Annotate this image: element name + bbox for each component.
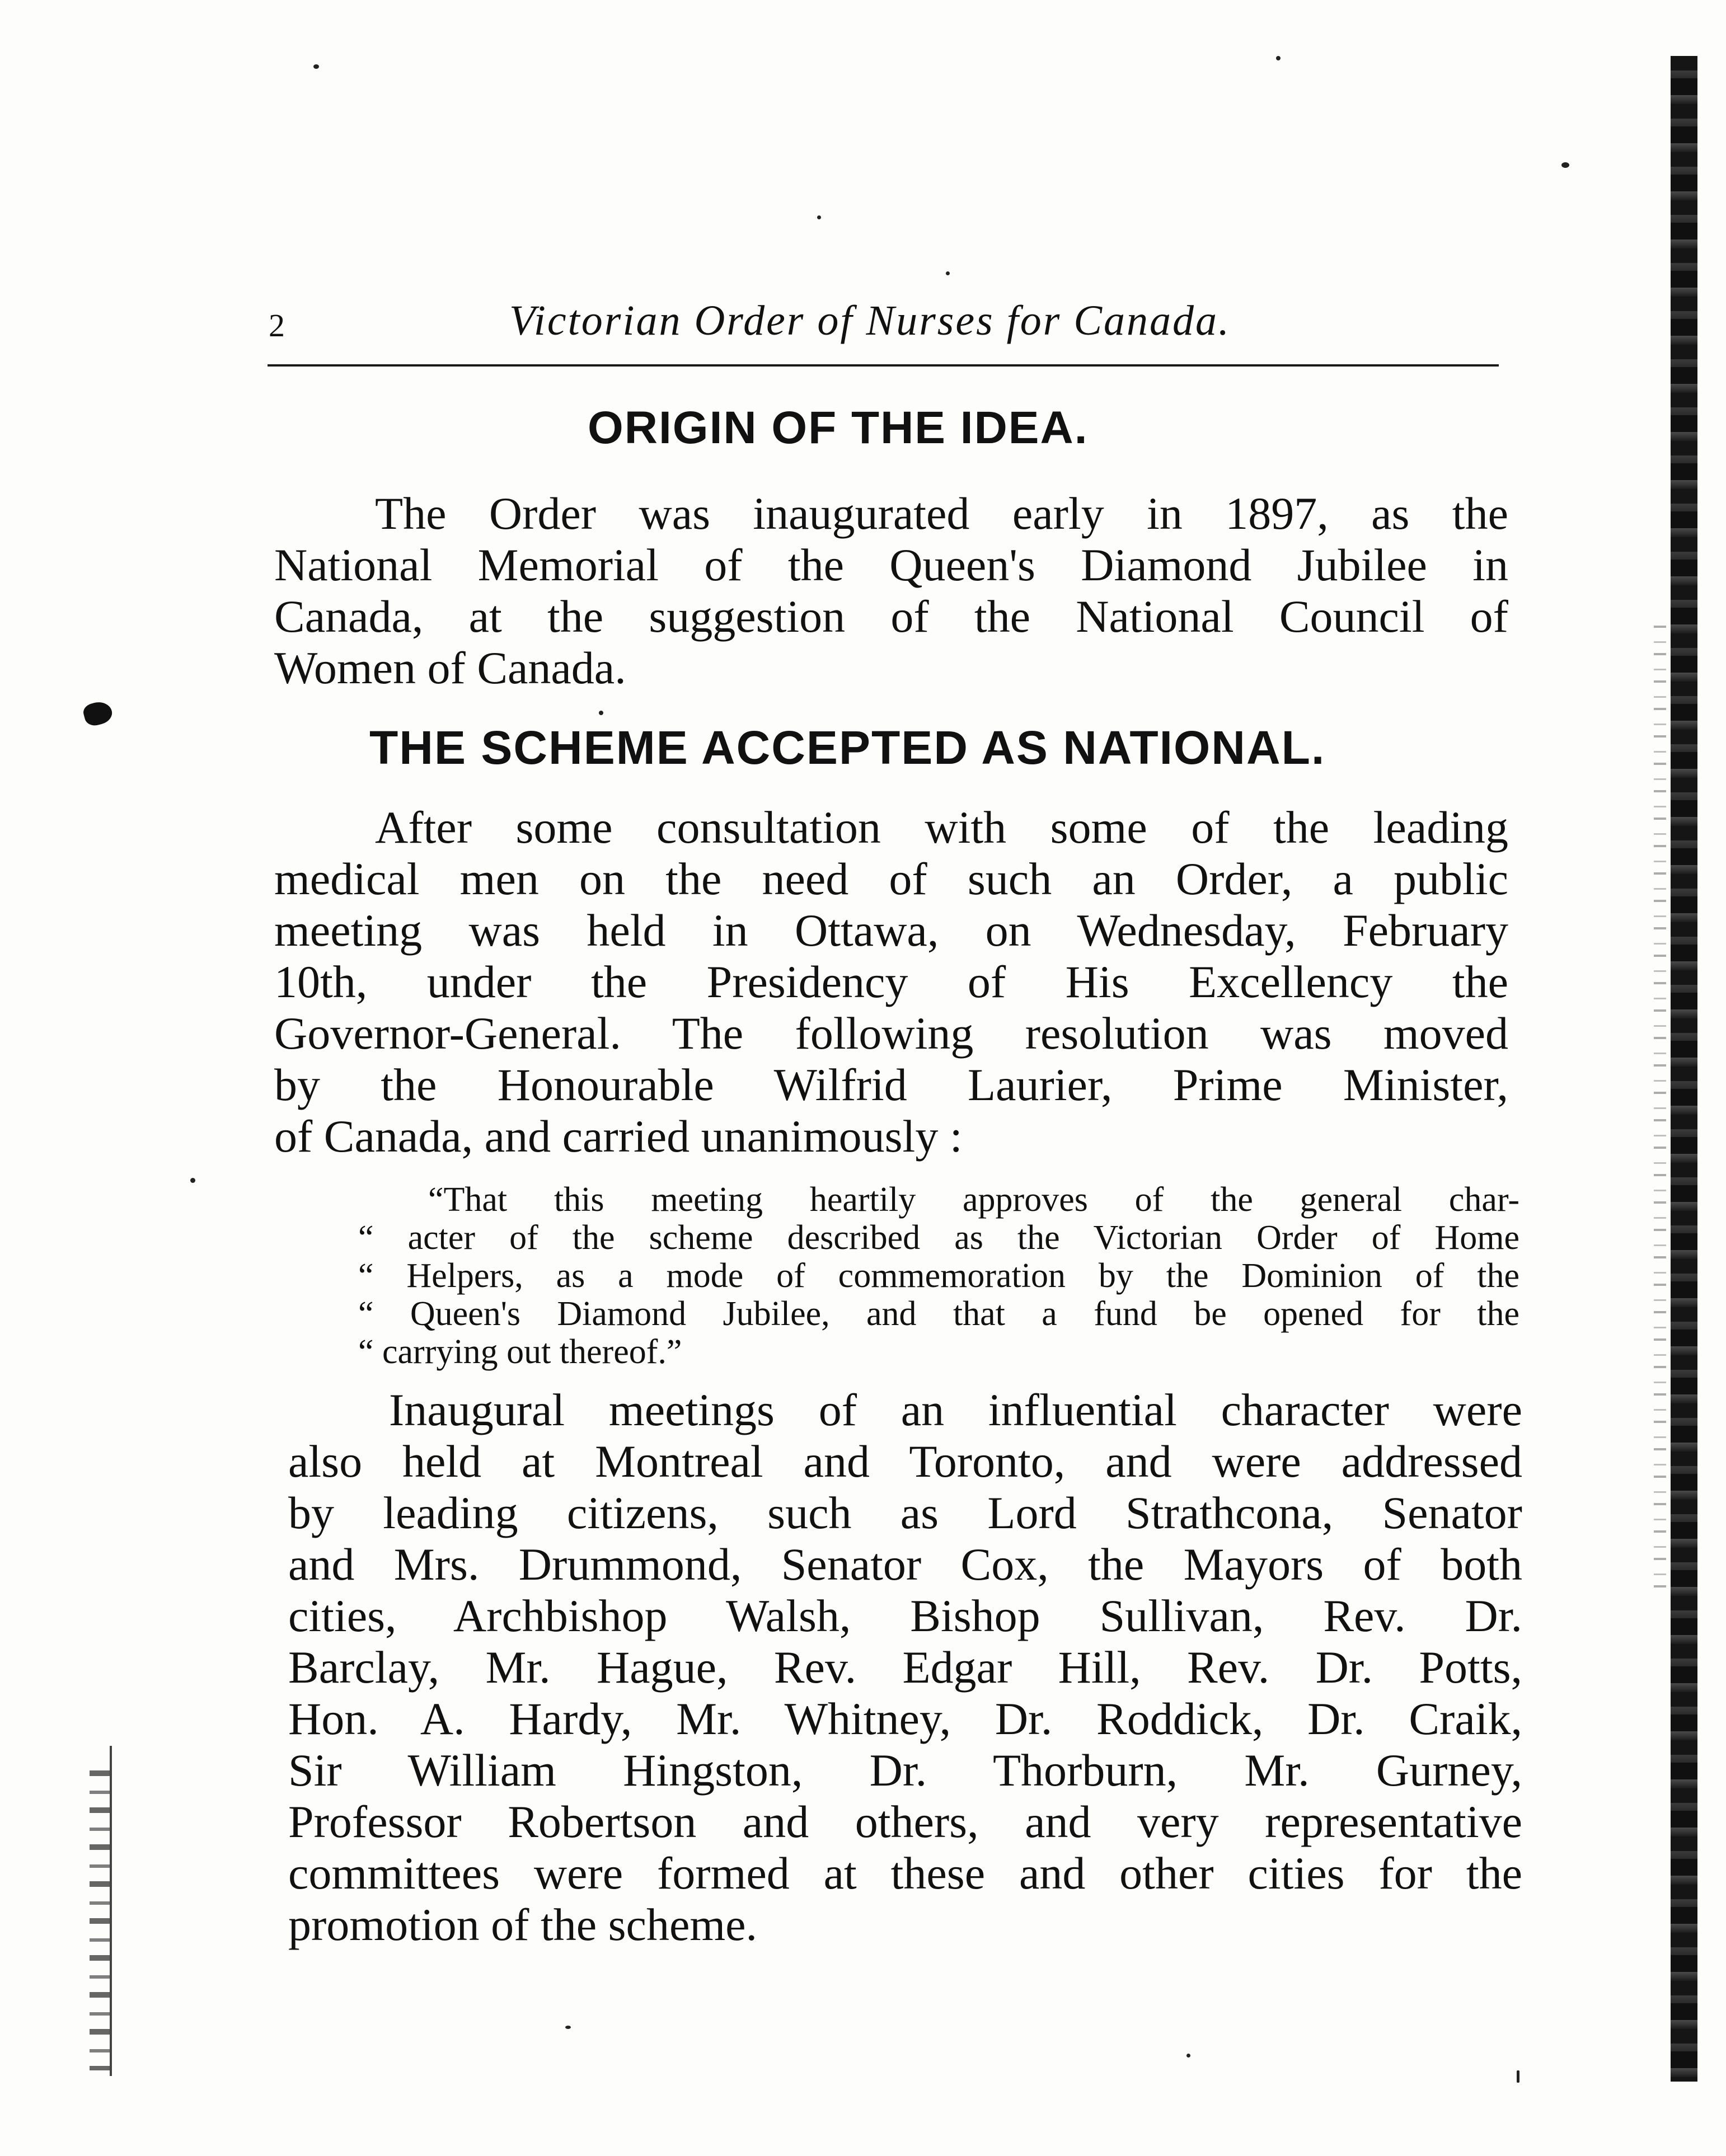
text-line: and Mrs. Drummond, Senator Cox, the Mayors of both [288,1539,1522,1590]
text-line: Canada, at the suggestion of the National Council of [274,591,1508,642]
paragraph-consultation [274,802,1508,1162]
speck [599,711,603,715]
text-line: Women of Canada. [274,642,626,693]
binding-speckle [1654,616,1666,1595]
resolution-quote [358,1181,1519,1371]
speck [1517,2070,1519,2083]
page-number: 2 [269,307,285,344]
text-line: Governor-General. The following resolution was moved [274,1008,1508,1059]
text-line: Hon. A. Hardy, Mr. Whitney, Dr. Roddick, Dr. Craik, [288,1693,1522,1744]
text-line: 10th, under the Presidency of His Excellency the [274,956,1508,1007]
text-line: Professor Robertson and others, and very representative [288,1796,1522,1847]
section-heading-scheme: THE SCHEME ACCEPTED AS NATIONAL. [369,721,1326,774]
text-line: of Canada, and carried unanimously : [274,1111,963,1162]
running-title: Victorian Order of Nurses for Canada. [509,297,1231,344]
text-line: promotion of the scheme. [288,1899,758,1950]
text-line: by leading citizens, such as Lord Strathcona, Senator [288,1487,1522,1538]
text-line: by the Honourable Wilfrid Laurier, Prime Minister, [274,1059,1508,1110]
text-line: After some consultation with some of the leading [375,802,1508,853]
speck [313,64,319,69]
ink-blot [82,699,115,728]
speck [817,215,821,219]
paragraph-origin [274,488,1508,694]
left-margin-rule [110,1746,112,2076]
header-rule [268,364,1499,367]
paragraph-inaugural-meetings [288,1384,1522,1951]
text-line: medical men on the need of such an Order, a public [274,853,1508,904]
text-line: Sir William Hingston, Dr. Thorburn, Mr. Gurney, [288,1745,1522,1796]
text-line: cities, Archbishop Walsh, Bishop Sullivan, Rev. Dr. [288,1590,1522,1641]
text-line: Inaugural meetings of an influential character were [389,1384,1522,1435]
text-line: committees were formed at these and other cities for the [288,1848,1522,1899]
quote-line: “ Queen's Diamond Jubilee, and that a fund be opened for the [358,1295,1519,1333]
quote-line: “ carrying out thereof.” [358,1333,682,1371]
speck [190,1178,195,1183]
running-head [269,291,1500,358]
speck [1186,2054,1190,2058]
speck [946,271,950,275]
text-line: National Memorial of the Queen's Diamond Jubilee in [274,539,1508,590]
text-line: Barclay, Mr. Hague, Rev. Edgar Hill, Rev. Dr. Potts, [288,1642,1522,1693]
quote-line: “That this meeting heartily approves of the general char- [428,1181,1519,1219]
binding-edge-shadow [1671,56,1697,2082]
speck [1561,162,1569,168]
text-line: meeting was held in Ottawa, on Wednesday, February [274,905,1508,956]
quote-line: “ Helpers, as a mode of commemoration by the Dominion of the [358,1257,1519,1295]
section-heading-origin: ORIGIN OF THE IDEA. [588,402,1089,453]
quote-line: “ acter of the scheme described as the Victorian Order of Home [358,1219,1519,1257]
speck [565,2026,571,2029]
text-line: The Order was inaugurated early in 1897, as the [375,488,1508,539]
text-line: also held at Montreal and Toronto, and were addressed [288,1436,1522,1487]
left-margin-artifact [90,1757,110,2070]
speck [1276,56,1281,60]
